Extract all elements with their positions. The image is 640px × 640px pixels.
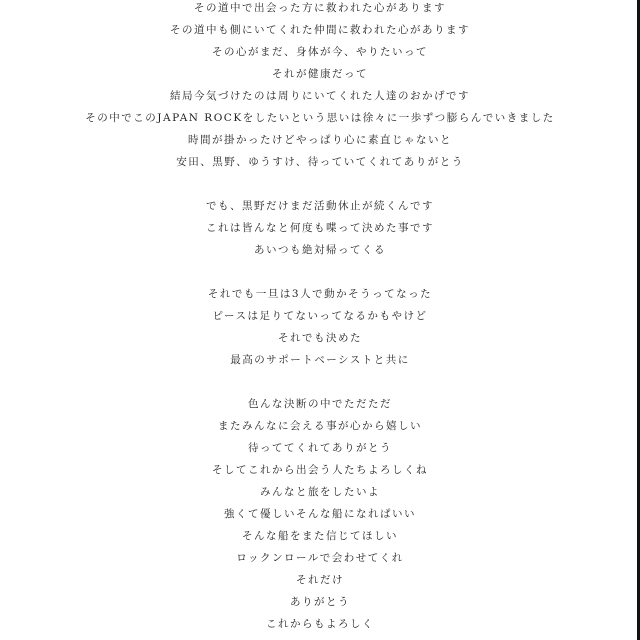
- poem-line: 待っててくれてありがとう: [248, 442, 392, 454]
- poem-line: みんなと旅をしたいよ: [260, 486, 380, 498]
- poem-line: その道中で出会った方に救われた心があります: [194, 2, 446, 14]
- poem-line: これからもよろしく: [266, 618, 374, 630]
- poem-line: ありがとう: [290, 596, 350, 608]
- poem-line: それが健康だって: [272, 68, 368, 80]
- poem-line: 結局今気づけたのは周りにいてくれた人達のおかげです: [170, 90, 470, 102]
- poem-line: そしてこれから出会う人たちよろしくね: [212, 464, 428, 476]
- poem-line: でも、黒野だけまだ活動休止が続くんです: [206, 200, 434, 212]
- poem-line: ピースは足りてないってなるかもやけど: [212, 310, 428, 322]
- poem-line: その中でこのJAPAN ROCKをしたいという思いは徐々に一歩ずつ膨らんでいきました: [85, 112, 555, 124]
- poem-line: その心がまだ、身体が今、やりたいって: [212, 46, 428, 58]
- poem-line: 最高のサポートベーシストと共に: [230, 354, 410, 366]
- poem-line: ロックンロールで会わせてくれ: [236, 552, 404, 564]
- poem-line: そんな船をまた信じてほしい: [242, 530, 398, 542]
- poem-line: またみんなに会える事が心から嬉しい: [218, 420, 422, 432]
- poem-line: あいつも絶対帰ってくる: [254, 244, 386, 256]
- poem-line: それでも決めた: [278, 332, 362, 344]
- poem-line: 強くて優しいそんな船になれぱいい: [224, 508, 416, 520]
- poem-line: 安田、黒野、ゆうすけ、待っていてくれてありがとう: [176, 156, 464, 168]
- poem-line: これは皆んなと何度も喋って決めた事です: [206, 222, 434, 234]
- poem-line: その道中も側にいてくれた仲間に救われた心があります: [170, 24, 470, 36]
- poem-line: 時間が掛かったけどやっぱり心に素直じゃないと: [188, 134, 452, 146]
- poem-line: それでも一旦は3人で動かそうってなった: [207, 288, 433, 300]
- poem-line: それだけ: [296, 574, 344, 586]
- poem-line: 色んな決断の中でただただ: [248, 398, 392, 410]
